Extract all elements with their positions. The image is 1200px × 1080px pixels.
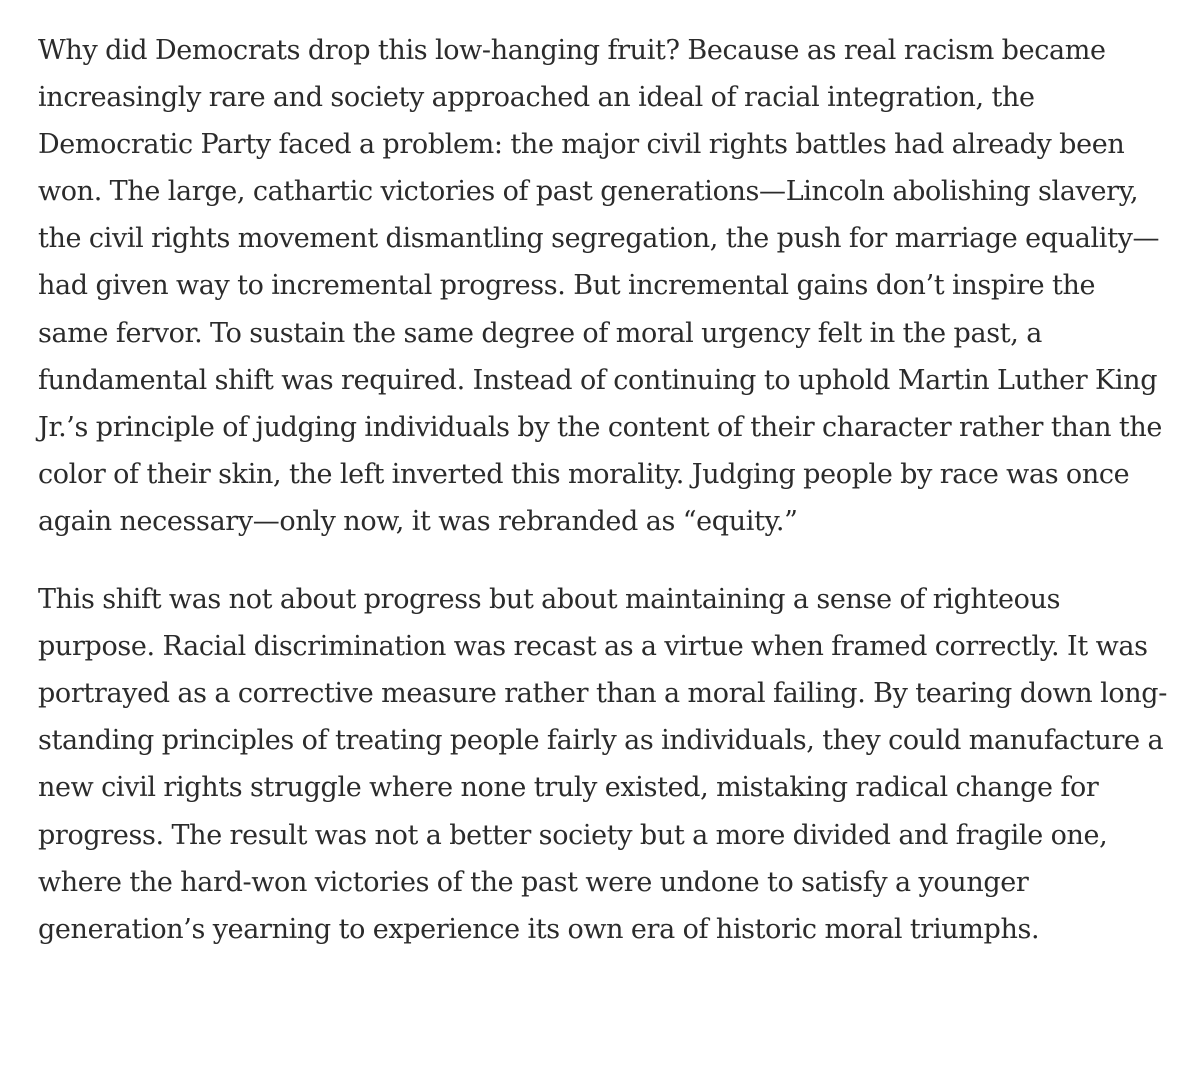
article-paragraph: This shift was not about progress but about maintaining a sense of righteous purpose. Racial discrimination was recast as a virtue when framed correctly. It was portrayed as a corrective measure rather than a moral failing. By tearing down long-standing principles of treating people fairly as individuals, they could manufacture a new civil rights struggle where none truly existed, mistaking radical change for progress. The result was not a better society but a more divided and fragile one, where the hard-won victories of the past were undone to satisfy a younger generation’s yearning to experience its own era of historic moral triumphs. bbox=[38, 584, 1168, 945]
article-body bbox=[38, 27, 1173, 953]
article-paragraph: Why did Democrats drop this low-hanging fruit? Because as real racism became increasingly rare and society approached an ideal of racial integration, the Democratic Party faced a problem: the major civil rights battles had already been won. The large, cathartic victories of past generations—Lincoln abolishing slavery, the civil rights movement dismantling segregation, the push for marriage equality—had given way to incremental progress. But incremental gains don’t inspire the same fervor. To sustain the same degree of moral urgency felt in the past, a fundamental shift was required. Instead of continuing to uphold Martin Luther King Jr.’s principle of judging individuals by the content of their character rather than the color of their skin, the left inverted this morality. Judging people by race was once again necessary—only now, it was rebranded as “equity.” bbox=[38, 35, 1163, 537]
